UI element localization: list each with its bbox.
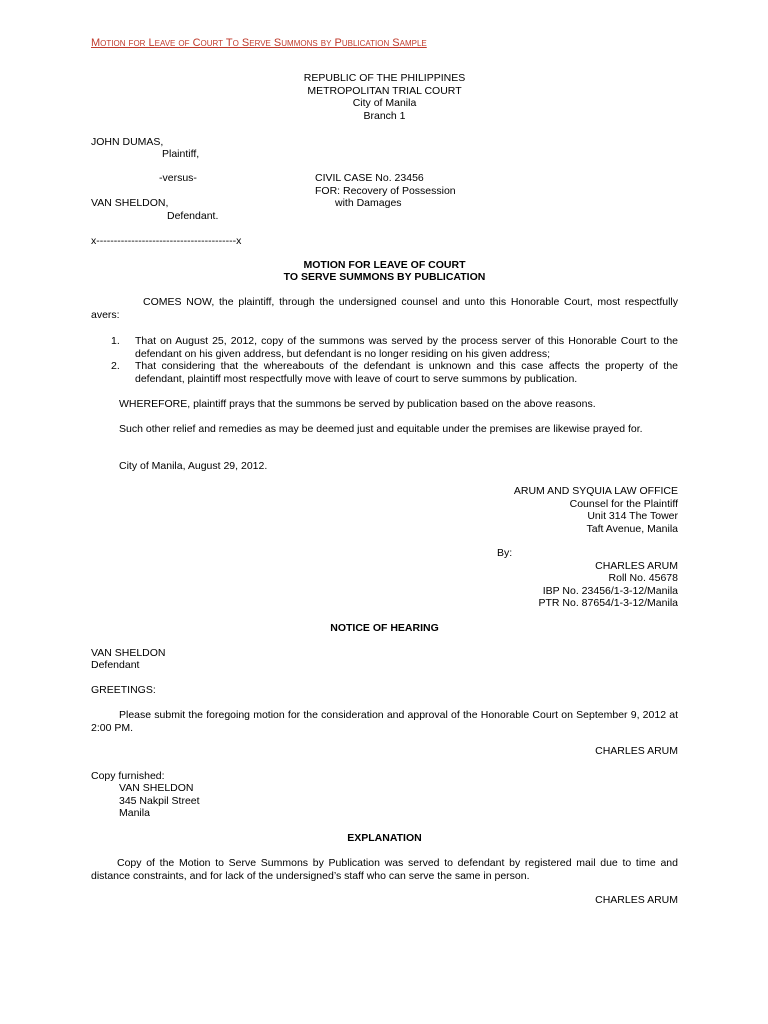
copy-furnished-label: Copy furnished: [91,770,165,782]
versus-label: -versus- [159,172,197,184]
copy-furnished-street: 345 Nakpil Street [119,795,200,807]
notice-title: NOTICE OF HEARING [330,622,439,634]
defendant-name: VAN SHELDON, [91,197,169,209]
header-city: City of Manila [352,97,417,109]
wherefore-paragraph: WHEREFORE, plaintiff prays that the summons be served by publication based on the above reasons. [119,398,596,410]
document-title-link[interactable]: Motion for Leave of Court To Serve Summons by Publication Sample [91,37,427,49]
case-nature-cont: with Damages [335,197,402,209]
roll-number: Roll No. 45678 [608,572,678,584]
explanation-title: EXPLANATION [347,832,422,844]
header-court: METROPOLITAN TRIAL COURT [307,85,462,97]
motion-item: That considering that the whereabouts of the defendant is unknown and this case affects the property of the defendant, plaintiff most respectfully move with leave of court to serve summons by publication. [135,360,678,385]
date-place: City of Manila, August 29, 2012. [119,460,268,472]
header-republic: REPUBLIC OF THE PHILIPPINES [303,72,466,84]
ibp-number: IBP No. 23456/1-3-12/Manila [542,585,678,597]
motion-title-line1: MOTION FOR LEAVE OF COURT [303,259,466,271]
header-branch: Branch 1 [363,110,406,122]
explanation-signature: CHARLES ARUM [595,894,678,906]
case-nature: FOR: Recovery of Possession [315,185,456,197]
explanation-body: Copy of the Motion to Serve Summons by Publication was served to defendant by registered mail due to time and distance constraints, and for lack of the undersigned’s staff who can serve the same in person. [91,857,678,882]
plaintiff-role: Plaintiff, [162,148,200,160]
other-relief-paragraph: Such other relief and remedies as may be deemed just and equitable under the premises are likewise prayed for. [119,423,643,435]
by-label: By: [497,547,513,559]
copy-furnished-name: VAN SHELDON [119,782,194,794]
notice-addressee-role: Defendant [91,659,140,671]
ptr-number: PTR No. 87654/1-3-12/Manila [538,597,678,609]
motion-item: That on August 25, 2012, copy of the summons was served by the process server of this Honorable Court to the defendant on his given address, but defendant is no longer residing on his given address; [135,335,678,360]
counsel-firm: ARUM AND SYQUIA LAW OFFICE [513,485,678,497]
caption-separator: x----------------------------------------x [91,235,242,247]
notice-addressee: VAN SHELDON [91,647,166,659]
motion-intro: COMES NOW, the plaintiff, through the undersigned counsel and unto this Honorable Court, most respectfully avers: [91,296,678,321]
counsel-address-1: Unit 314 The Tower [587,510,678,522]
greetings: GREETINGS: [91,684,156,696]
counsel-name: CHARLES ARUM [595,560,678,572]
copy-furnished-city: Manila [119,807,150,819]
item-number: 2. [111,360,120,372]
counsel-address-2: Taft Avenue, Manila [586,523,678,535]
defendant-role: Defendant. [167,210,219,222]
motion-title-line2: TO SERVE SUMMONS BY PUBLICATION [283,271,486,283]
notice-body: Please submit the foregoing motion for the consideration and approval of the Honorable Court on September 9, 2012 at 2:00 PM. [91,709,678,734]
item-number: 1. [111,335,120,347]
counsel-role: Counsel for the Plaintiff [569,498,678,510]
notice-signature: CHARLES ARUM [595,745,678,757]
plaintiff-name: JOHN DUMAS, [91,136,164,148]
case-number: CIVIL CASE No. 23456 [315,172,424,184]
